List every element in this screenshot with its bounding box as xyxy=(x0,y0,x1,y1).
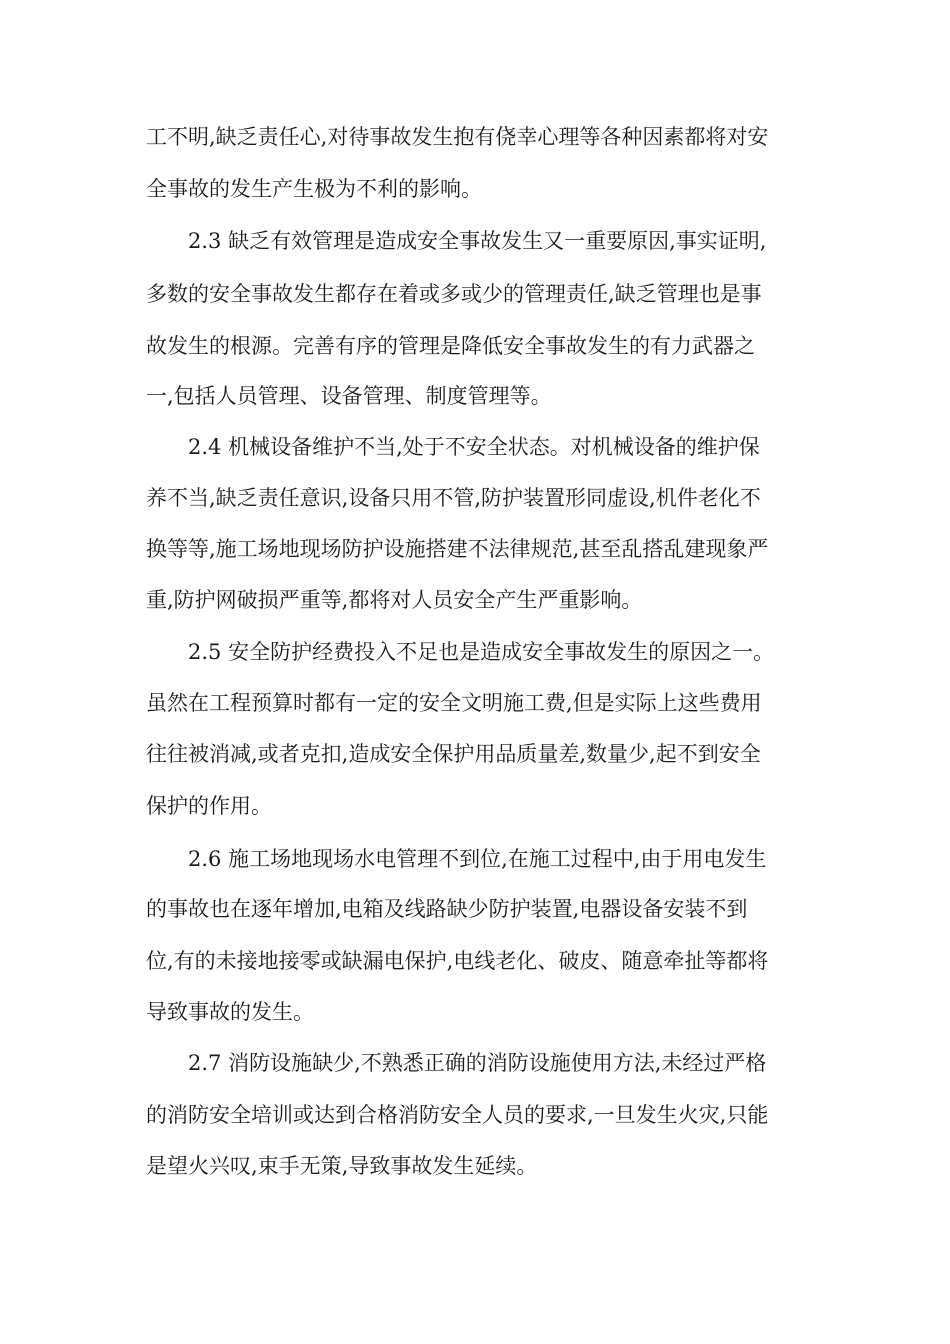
p5-line-4: 导致事故的发生。 xyxy=(146,1000,314,1024)
p6-line-2: 的消防安全培训或达到合格消防安全人员的要求,一旦发生火灾,只能 xyxy=(146,1103,769,1127)
p5-line-1: 2.6 施工场地现场水电管理不到位,在施工过程中,由于用电发生 xyxy=(188,847,767,871)
p4-line-1: 2.5 安全防护经费投入不足也是造成安全事故发生的原因之一。 xyxy=(188,640,775,664)
p5-line-3: 位,有的未接地接零或缺漏电保护,电线老化、破皮、随意牵扯等都将 xyxy=(146,949,769,973)
p1-line-1: 工不明,缺乏责任心,对待事故发生抱有侥幸心理等各种因素都将对安 xyxy=(146,125,769,149)
p2-line-1: 2.3 缺乏有效管理是造成安全事故发生又一重要原因,事实证明, xyxy=(188,229,767,253)
p2-line-2: 多数的安全事故发生都存在着或多或少的管理责任,缺乏管理也是事 xyxy=(146,282,762,306)
p6-line-3: 是望火兴叹,束手无策,导致事故发生延续。 xyxy=(146,1154,538,1178)
p3-line-3: 换等等,施工场地现场防护设施搭建不法律规范,甚至乱搭乱建现象严 xyxy=(146,537,769,561)
p4-line-2: 虽然在工程预算时都有一定的安全文明施工费,但是实际上这些费用 xyxy=(146,691,762,715)
p2-line-4: 一,包括人员管理、设备管理、制度管理等。 xyxy=(146,384,552,408)
p6-line-1: 2.7 消防设施缺少,不熟悉正确的消防设施使用方法,未经过严格 xyxy=(188,1051,767,1075)
p4-line-4: 保护的作用。 xyxy=(146,794,272,818)
p5-line-2: 的事故也在逐年增加,电箱及线路缺少防护装置,电器设备安装不到 xyxy=(146,897,748,921)
p3-line-1: 2.4 机械设备维护不当,处于不安全状态。对机械设备的维护保 xyxy=(188,435,760,459)
p2-line-3: 故发生的根源。完善有序的管理是降低安全事故发生的有力武器之 xyxy=(146,334,755,358)
p1-line-2: 全事故的发生产生极为不利的影响。 xyxy=(146,177,482,201)
p3-line-4: 重,防护网破损严重等,都将对人员安全产生严重影响。 xyxy=(146,588,643,612)
p3-line-2: 养不当,缺乏责任意识,设备只用不管,防护装置形同虚设,机件老化不 xyxy=(146,486,761,510)
p4-line-3: 往往被消减,或者克扣,造成安全保护用品质量差,数量少,起不到安全 xyxy=(146,742,761,766)
